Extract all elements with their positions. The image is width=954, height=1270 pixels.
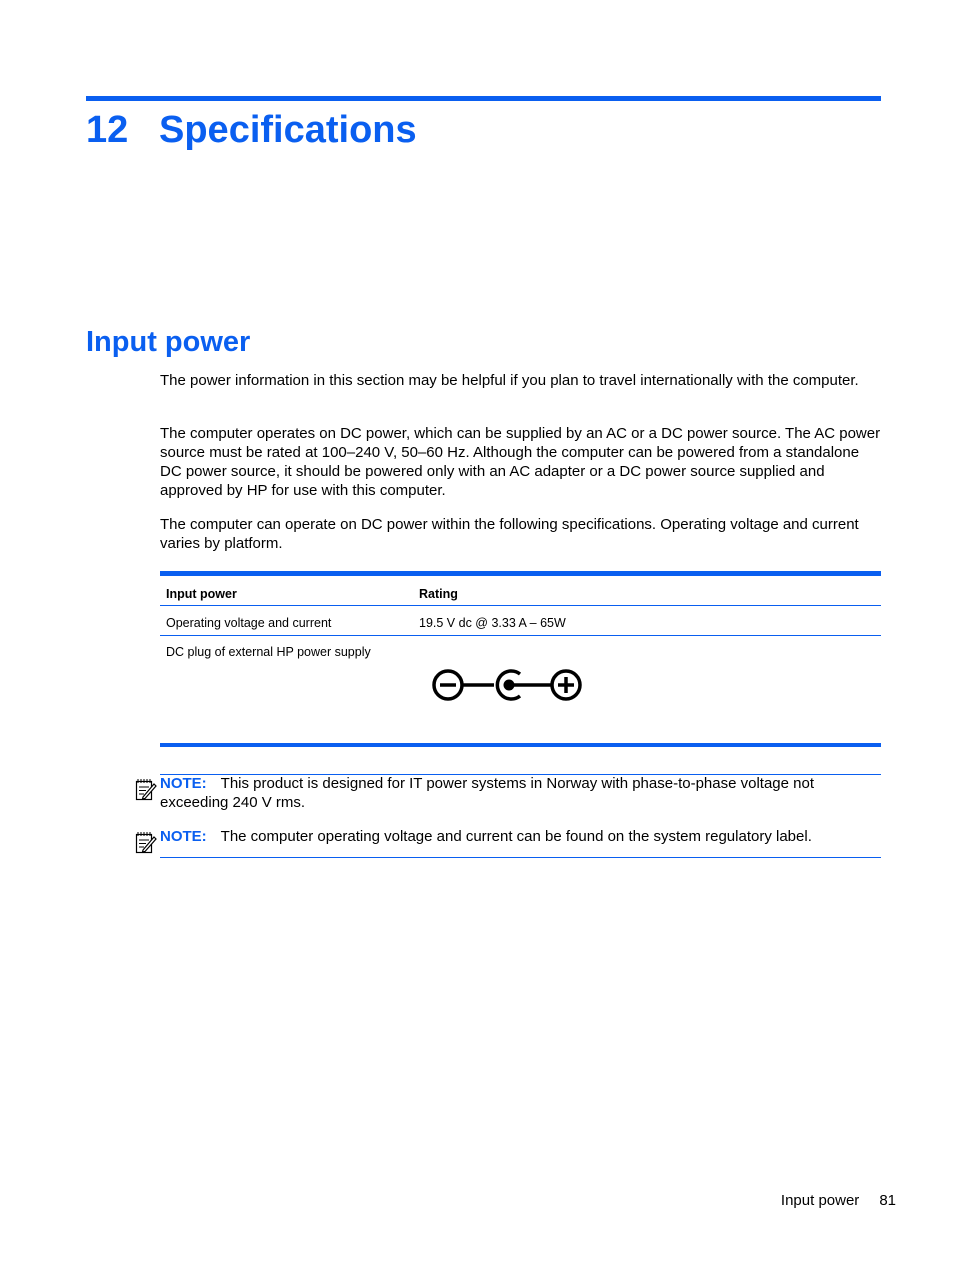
note-label: NOTE: [160, 775, 207, 792]
section-title: Input power [86, 326, 251, 358]
chapter-title [86, 106, 417, 154]
chapter-number: 12 [86, 109, 129, 151]
table-header-cell: Rating [419, 587, 458, 601]
note [160, 774, 881, 812]
table-cell: 19.5 V dc @ 3.33 A – 65W [419, 616, 566, 630]
table-cell: DC plug of external HP power supply [166, 645, 371, 659]
note-pencil-icon [135, 830, 157, 854]
chapter-rule [86, 96, 881, 101]
paragraph: The power information in this section may be helpful if you plan to travel internationally with the computer. [160, 372, 859, 389]
paragraph: The computer operates on DC power, which can be supplied by an AC or a DC power source. The AC power source must be rated at 100–240 V, 50–60 Hz. Although the computer can be powered from a standalone DC power source, it should be powered only with an AC adapter or a DC power source supplied and approved by HP for use with this computer. [160, 425, 881, 499]
note [160, 827, 881, 846]
note-text: The computer operating voltage and current can be found on the system regulatory label. [220, 828, 812, 845]
page-number: 81 [879, 1192, 896, 1209]
paragraph: The computer can operate on DC power within the following specifications. Operating voltage and current varies by platform. [160, 516, 859, 552]
footer-section: Input power [780, 1192, 860, 1209]
table-header-cell: Input power [166, 587, 237, 601]
note-pencil-icon [135, 777, 157, 801]
note-text: This product is designed for IT power systems in Norway with phase-to-phase voltage not exceeding 240 V rms. [160, 775, 815, 811]
table-cell: Operating voltage and current [166, 616, 332, 630]
dc-plug-polarity-icon [431, 665, 587, 705]
table-header-row [160, 576, 881, 606]
page-footer [781, 1192, 896, 1209]
note-rule [160, 857, 881, 858]
chapter-title-text: Specifications [159, 109, 417, 151]
spec-table [160, 571, 881, 747]
note-label: NOTE: [160, 828, 207, 845]
table-row [160, 636, 881, 736]
table-row [160, 606, 881, 636]
